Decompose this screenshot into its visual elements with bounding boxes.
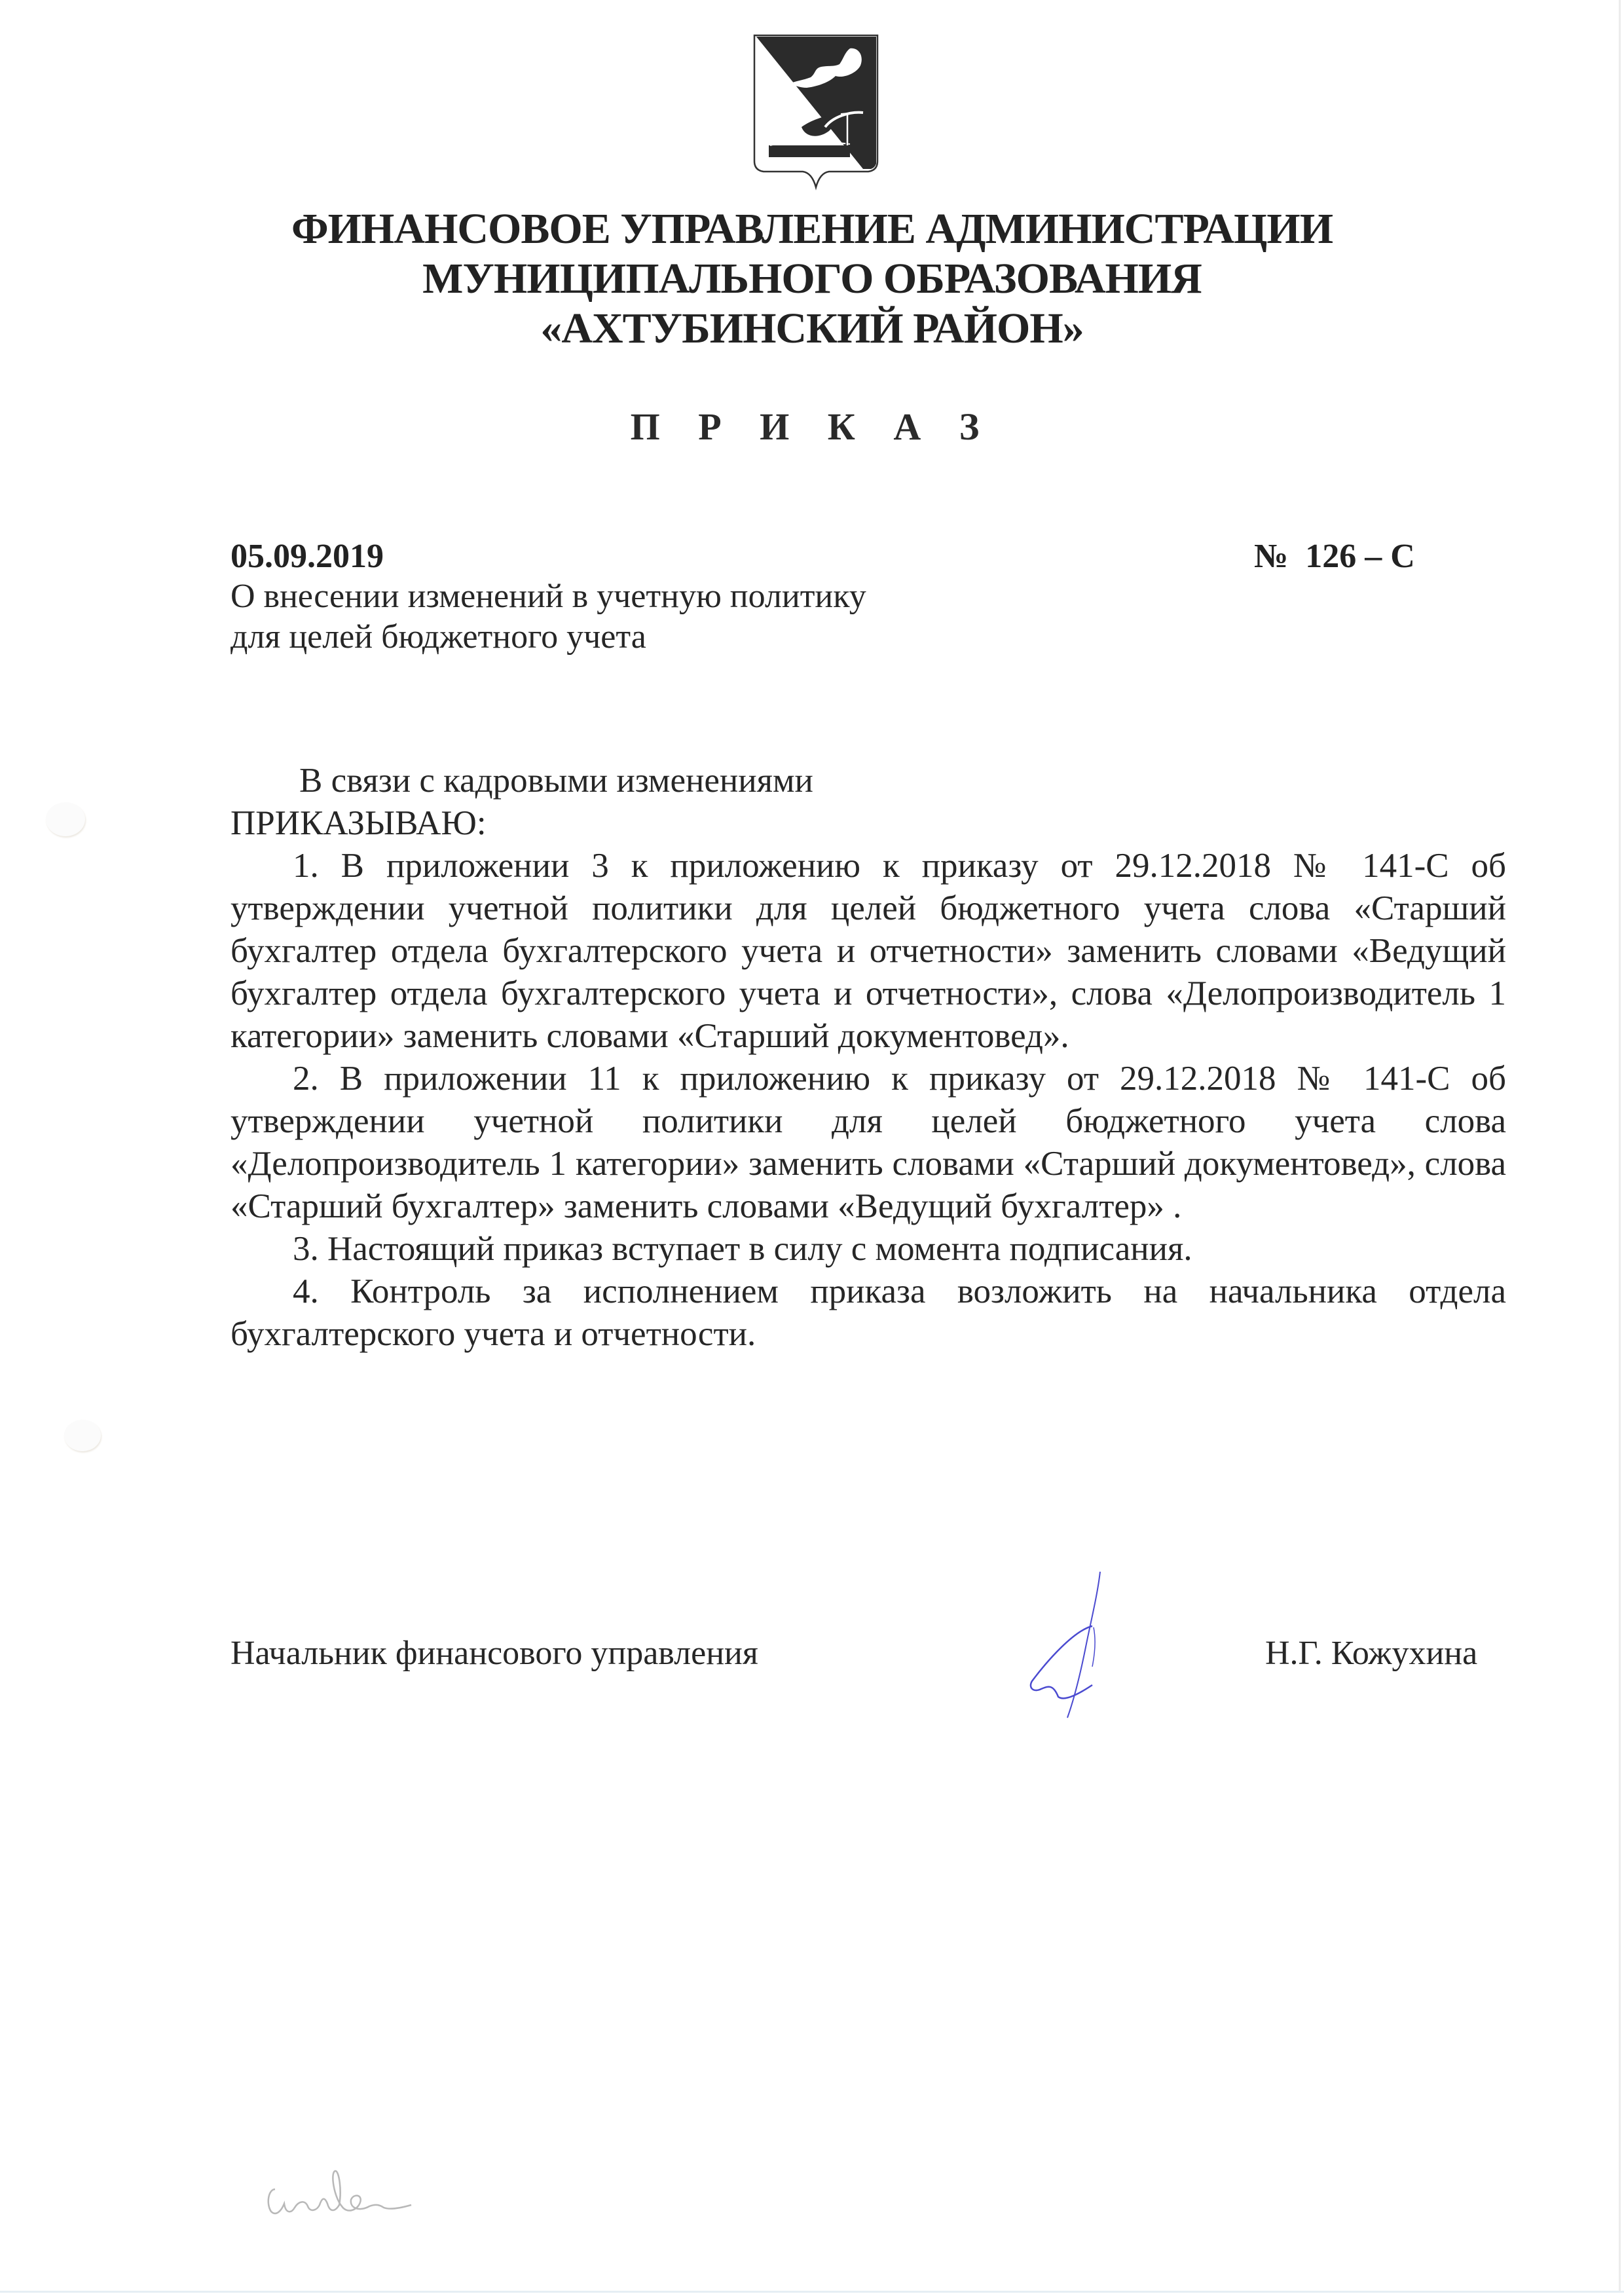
order-item: 2. В приложении 11 к приложению к приказу от 29.12.2018 № 141-С об утверждении учетной политики для целей бюджетного учета слова «Делопроизводитель 1 категории» заменить словами «Старший документовед», слова «Старший бухгалтер» заменить словами «Ведущий бухгалтер» . — [231, 1060, 1506, 1225]
coat-of-arms-emblem — [752, 33, 880, 191]
header-line: «АХТУБИНСКИЙ РАЙОН» — [540, 305, 1084, 352]
header-line: МУНИЦИПАЛЬНОГО ОБРАЗОВАНИЯ — [422, 255, 1202, 303]
signature-stroke — [1092, 1627, 1095, 1667]
pencil-handwritten-note — [262, 2151, 432, 2223]
handwritten-signature — [976, 1568, 1120, 1719]
order-subject — [231, 576, 866, 657]
signatory-position: Начальник финансового управления — [231, 1635, 758, 1672]
order-item: 1. В приложении 3 к приложению к приказу от 29.12.2018 № 141-С об утверждении учетной политики для целей бюджетного учета слова «Старший бухгалтер отдела бухгалтерского учета и отчетности» заменить словами «Ведущий бухгалтер отдела бухгалтерского учета и отчетности», слова «Делопроизводитель 1 категории» заменить словами «Старший документовед». — [231, 847, 1506, 1055]
subject-line: для целей бюджетного учета — [231, 618, 646, 656]
order-item: 3. Настоящий приказ вступает в силу с момента подписания. — [293, 1230, 1192, 1268]
signatory-name: Н.Г. Кожухина — [1265, 1635, 1478, 1672]
pencil-stroke — [268, 2171, 411, 2213]
order-word: ПРИКАЗЫВАЮ: — [231, 804, 487, 842]
order-number: № 126 – С — [1254, 538, 1415, 575]
subject-line: О внесении изменений в учетную политику — [231, 578, 866, 615]
order-date: 05.09.2019 — [231, 538, 384, 575]
document-title: П Р И К А З — [630, 405, 994, 448]
ground-icon — [769, 145, 850, 157]
order-item: 4. Контроль за исполнением приказа возложить на начальника отдела бухгалтерского учета и отчетности. — [231, 1272, 1506, 1353]
header-line: ФИНАНСОВОЕ УПРАВЛЕНИЕ АДМИНИСТРАЦИИ — [291, 205, 1333, 253]
punch-hole-mark — [64, 1420, 101, 1451]
intro-text: В связи с кадровыми изменениями — [299, 762, 813, 800]
organization-header — [0, 204, 1624, 354]
order-body — [231, 760, 1506, 1356]
punch-hole-mark — [46, 802, 85, 836]
page-edge — [0, 2291, 1624, 2293]
